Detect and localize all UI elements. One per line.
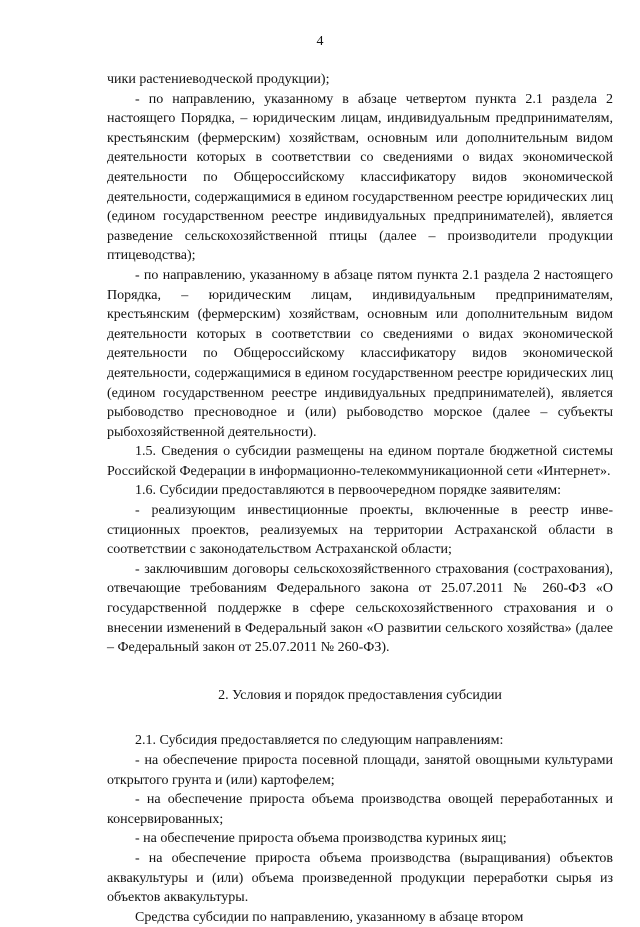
section-heading: 2. Условия и порядок предоставления субсидии xyxy=(218,687,502,703)
paragraph: 1.5. Сведения о субсидии размещены на едином портале бюджетной системы Российской Федерации в информационно-телекоммуникационной сети «Интернет». xyxy=(107,444,613,479)
paragraph: - на обеспечение прироста посевной площади, занятой овощными культурами открытого грунта и (или) картофелем; xyxy=(107,753,613,788)
paragraph: - на обеспечение прироста объема производства куриных яиц; xyxy=(135,831,507,847)
paragraph: 1.6. Субсидии предоставляются в первоочередном порядке заявителям: xyxy=(135,483,561,499)
paragraph: чики растениеводческой продукции); xyxy=(107,72,330,87)
paragraph: - заключившим договоры сельскохозяйственного страхования (сострахования), отвечающие требованиям Федерального закона от 25.07.2011 № 260-ФЗ «О государственной поддержке в сфере сельскохозяйственного страхования и о внесении изменений в Федеральный закон «О развитии сельского хозяйства» (далее – Федеральный закон от 25.07.2011 № 260-ФЗ). xyxy=(107,561,613,656)
paragraph: - реализующим инвестиционные проекты, включенные в реестр инвестиционных проектов, реализуемых на территории Астраханской области в соответствии с законодательством Астраханской области; xyxy=(107,503,613,558)
paragraph: 2.1. Субсидия предоставляется по следующим направлениям: xyxy=(135,733,504,749)
paragraph: - по направлению, указанному в абзаце четвертом пункта 2.1 раздела 2 настоящего Порядка, – юридическим лицам, индивидуальным предпринимателям, крестьянским (фермерским) хозяйствам, основным или дополнительным видом деятельности которых в соответствии со сведениями о видах экономической деятельности по Общероссийскому классификатору видов экономической деятельности, содержащимися в едином государственном реестре юридических лиц (едином государственном реестре индивидуальных предпринимателей), является разведение сельскохозяйственной птицы (далее – производители продукции птицеводства); xyxy=(107,91,613,264)
page-number: 4 xyxy=(316,34,324,49)
paragraph: - на обеспечение прироста объема производства овощей переработанных и консервированных; xyxy=(107,792,613,827)
paragraph: Средства субсидии по направлению, указанному в абзаце втором xyxy=(135,909,524,925)
paragraph: - по направлению, указанному в абзаце пятом пункта 2.1 раздела 2 настоящего Порядка, – юридическим лицам, индивидуальным предпринимателям, крестьянским (фермерским) хозяйствам, основным или дополнительным видом деятельности которых в соответствии со сведениями о видах экономической деятельности по Общероссийскому классификатору видов экономической деятельности, содержащимися в едином государственном реестре юридических лиц (едином государственном реестре индивидуальных предпринимателей), является рыбоводство пресноводное и (или) рыбоводство морское (далее – субъекты рыбохозяйственной деятельности). xyxy=(107,267,613,440)
paragraph: - на обеспечение прироста объема производства (выращивания) объектов аквакультуры и (или) объема произведенной продукции переработки сырья из объектов аквакультуры. xyxy=(107,850,613,906)
document-body xyxy=(107,70,613,927)
